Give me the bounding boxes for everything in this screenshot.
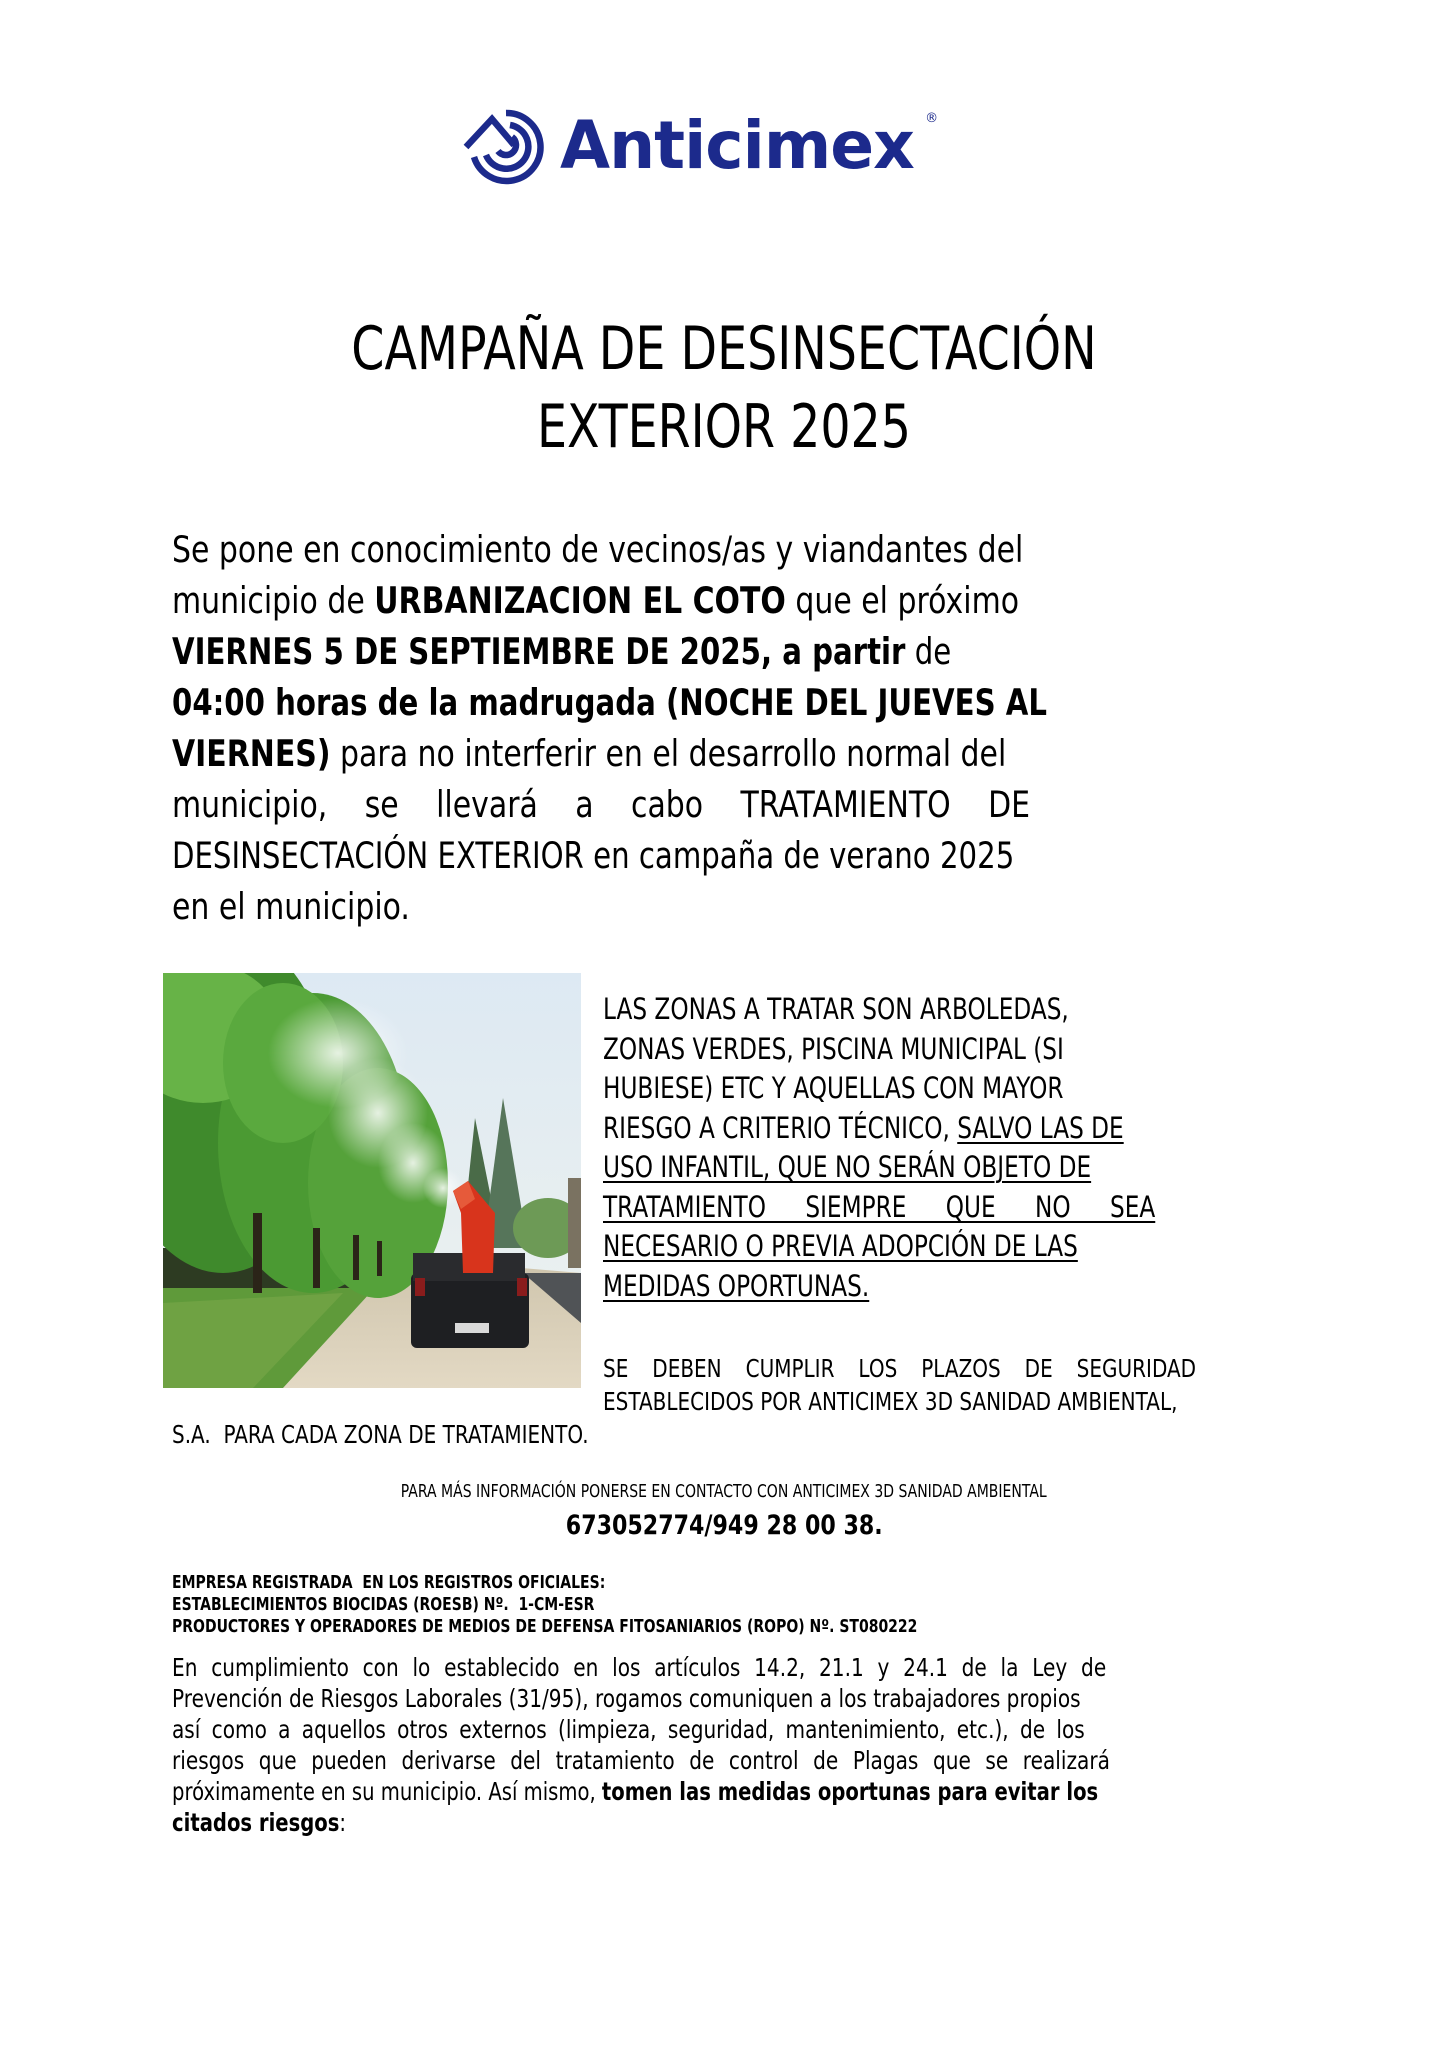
- registry-info: [172, 1572, 1104, 1638]
- zones-line: TRATAMIENTO SIEMPRE QUE NO SEA: [603, 1189, 1156, 1224]
- zones-line: NECESARIO O PREVIA ADOPCIÓN DE LAS: [603, 1229, 1078, 1263]
- legal-line: En cumplimiento con lo establecido en los artículos 14.2, 21.1 y 24.1 de la Ley de: [172, 1653, 1107, 1682]
- safety-deadlines-tail: S.A. PARA CADA ZONA DE TRATAMIENTO.: [172, 1420, 589, 1449]
- page-title: [180, 310, 1268, 466]
- registered-mark: ®: [925, 110, 939, 126]
- legal-line: citados riesgos:: [172, 1808, 347, 1837]
- intro-line: VIERNES 5 DE SEPTIEMBRE DE 2025, a partir de: [172, 630, 952, 673]
- intro-line: Se pone en conocimiento de vecinos/as y viandantes del: [172, 528, 1024, 571]
- municipality-name: URBANIZACION EL COTO: [374, 579, 786, 622]
- title-line-1: CAMPAÑA DE DESINSECTACIÓN: [351, 314, 1097, 384]
- treatment-time: 04:00 horas de la madrugada (NOCHE DEL JUEVES AL: [172, 681, 1047, 724]
- safety-deadlines-text: [603, 1352, 1265, 1418]
- anticimex-spiral-house-icon: [462, 105, 550, 187]
- intro-line: DESINSECTACIÓN EXTERIOR en campaña de verano 2025: [172, 834, 1015, 877]
- intro-line: en el municipio.: [172, 885, 410, 928]
- zones-line: LAS ZONAS A TRATAR SON ARBOLEDAS,: [603, 992, 1069, 1026]
- legal-paragraph: [172, 1652, 1267, 1838]
- fumigation-truck-image: [163, 973, 581, 1388]
- intro-line: [172, 677, 1267, 728]
- fumigation-truck-photo: [163, 973, 581, 1388]
- contact-label: PARA MÁS INFORMACIÓN PONERSE EN CONTACTO CON ANTICIMEX 3D SANIDAD AMBIENTAL: [401, 1482, 1047, 1502]
- zones-line: RIESGO A CRITERIO TÉCNICO, SALVO LAS DE: [603, 1110, 1124, 1145]
- plazos-line: SE DEBEN CUMPLIR LOS PLAZOS DE SEGURIDAD: [603, 1354, 1197, 1383]
- intro-line: municipio de URBANIZACION EL COTO que el próximo: [172, 579, 1020, 622]
- legal-line: próximamente en su municipio. Así mismo, tomen las medidas oportunas para evitar los: [172, 1777, 1099, 1806]
- contact-phone: 673052774/949 28 00 38.: [565, 1510, 883, 1541]
- brand-name: Anticimex: [560, 107, 914, 184]
- registry-line: EMPRESA REGISTRADA EN LOS REGISTROS OFICIALES:: [172, 1573, 606, 1593]
- legal-line: así como a aquellos otros externos (limpieza, seguridad, mantenimiento, etc.), de los: [172, 1715, 1085, 1744]
- treatment-date: VIERNES 5 DE SEPTIEMBRE DE 2025, a partir: [172, 630, 906, 673]
- anticimex-logo: [462, 103, 938, 189]
- registry-line-ropo: PRODUCTORES Y OPERADORES DE MEDIOS DE DEFENSA FITOSANIARIOS (ROPO) Nº. ST080222: [172, 1617, 918, 1637]
- intro-line: VIERNES) para no interferir en el desarrollo normal del: [172, 732, 1007, 775]
- registry-line-roesb: ESTABLECIMIENTOS BIOCIDAS (ROESB) Nº. 1-CM-ESR: [172, 1595, 595, 1615]
- intro-line: municipio, se llevará a cabo TRATAMIENTO DE: [172, 783, 1031, 826]
- plazos-line: ESTABLECIDOS POR ANTICIMEX 3D SANIDAD AMBIENTAL,: [603, 1387, 1178, 1416]
- zones-line: ZONAS VERDES, PISCINA MUNICIPAL (SI: [603, 1031, 1064, 1066]
- zones-line: USO INFANTIL, QUE NO SERÁN OBJETO DE: [603, 1150, 1092, 1184]
- legal-line: riesgos que pueden derivarse del tratamiento de control de Plagas que se realizará: [172, 1746, 1110, 1775]
- zones-line: MEDIDAS OPORTUNAS.: [603, 1268, 870, 1303]
- intro-paragraph: [172, 524, 1267, 932]
- legal-emphasis: tomen las medidas oportunas para evitar los: [601, 1777, 1099, 1806]
- title-line-2: EXTERIOR 2025: [537, 392, 911, 462]
- zones-line: HUBIESE) ETC Y AQUELLAS CON MAYOR: [603, 1071, 1064, 1105]
- child-areas-exception: SALVO LAS DE: [957, 1110, 1124, 1145]
- treatment-zones-text: [603, 990, 1265, 1306]
- legal-line: Prevención de Riesgos Laborales (31/95), rogamos comuniquen a los trabajadores propios: [172, 1684, 1081, 1713]
